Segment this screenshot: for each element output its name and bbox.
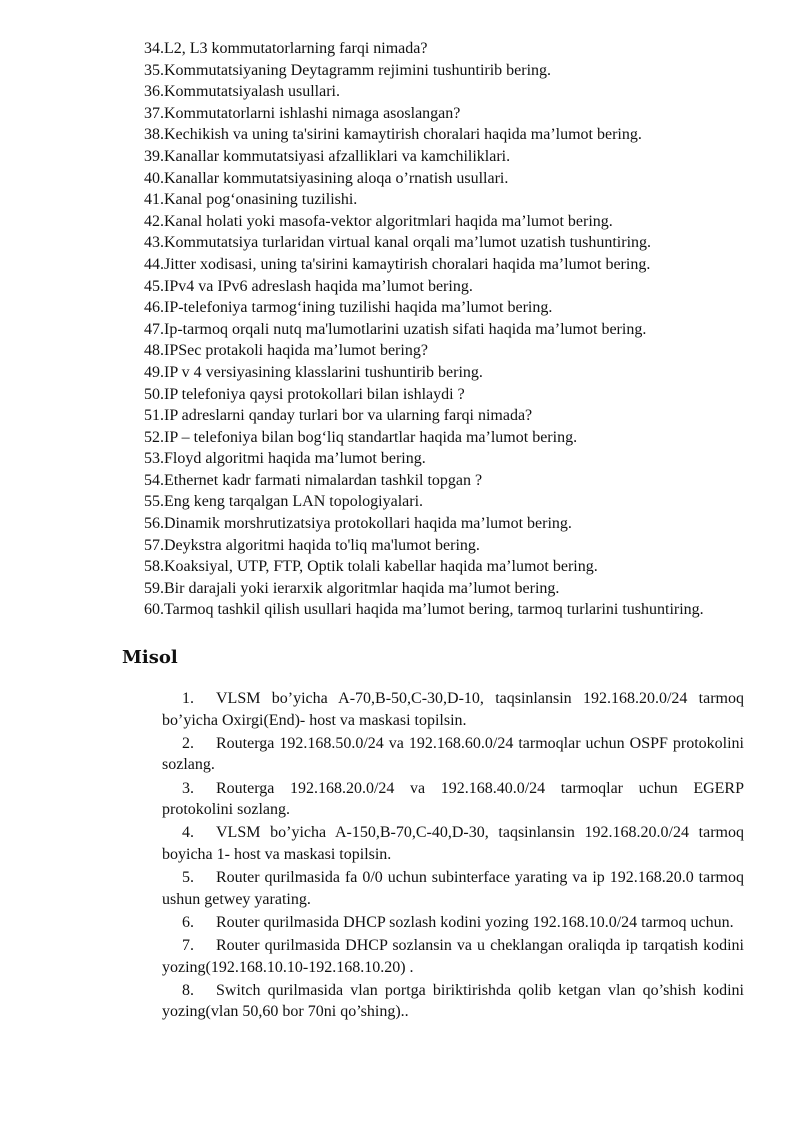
item-number: 56. bbox=[144, 515, 164, 533]
list-item bbox=[144, 362, 764, 384]
item-text: Kanallar kommutatsiyasining aloqa o’rnatish usullari. bbox=[164, 169, 509, 187]
item-number: 39. bbox=[144, 147, 164, 165]
item-number: 35. bbox=[144, 61, 164, 79]
item-text: IP – telefoniya bilan bog‘liq standartlar haqida ma’lumot bering. bbox=[164, 428, 578, 446]
item-text: Bir darajali yoki ierarxik algoritmlar haqida ma’lumot bering. bbox=[164, 579, 560, 597]
item-number: 57. bbox=[144, 536, 164, 554]
list-item bbox=[144, 513, 764, 535]
item-number: 46. bbox=[144, 299, 164, 317]
list-item bbox=[144, 578, 764, 600]
item-number: 41. bbox=[144, 191, 164, 209]
list-item bbox=[144, 189, 764, 211]
task-item bbox=[162, 935, 744, 978]
item-text: Ip-tarmoq orqali nutq ma'lumotlarini uzatish sifati haqida ma’lumot bering. bbox=[164, 320, 647, 338]
item-text: Dinamik morshrutizatsiya protokollari haqida ma’lumot bering. bbox=[164, 515, 572, 533]
list-item bbox=[144, 599, 764, 621]
task-item bbox=[162, 822, 744, 865]
task-item bbox=[162, 688, 744, 731]
item-text: IP telefoniya qaysi protokollari bilan ishlaydi ? bbox=[164, 385, 465, 403]
task-number: 1. bbox=[182, 690, 194, 707]
list-item bbox=[144, 405, 764, 427]
list-item bbox=[144, 384, 764, 406]
item-number: 44. bbox=[144, 255, 164, 273]
item-text: Kanallar kommutatsiyasi afzalliklari va kamchiliklari. bbox=[164, 147, 511, 165]
item-number: 47. bbox=[144, 320, 164, 338]
list-item bbox=[144, 448, 764, 470]
task-text: Router qurilmasida DHCP sozlash kodini yozing 192.168.10.0/24 tarmoq uchun. bbox=[216, 913, 734, 931]
item-text: Eng keng tarqalgan LAN topologiyalari. bbox=[164, 493, 424, 511]
task-text: VLSM bo’yicha A-70,B-50,C-30,D-10, taqsinlansin 192.168.20.0/24 tarmoq bo’yicha Oxirgi(End)- host va maskasi topilsin. bbox=[162, 690, 744, 729]
item-text: Ethernet kadr farmati nimalardan tashkil topgan ? bbox=[164, 471, 483, 489]
list-item bbox=[144, 168, 764, 190]
item-number: 34. bbox=[144, 40, 164, 57]
item-number: 58. bbox=[144, 558, 164, 576]
item-text: Kanal pog‘onasining tuzilishi. bbox=[164, 191, 358, 209]
item-text: Kommutatsiyalash usullari. bbox=[164, 83, 340, 101]
list-item bbox=[144, 297, 764, 319]
item-text: IPSec protakoli haqida ma’lumot bering? bbox=[164, 342, 428, 360]
item-number: 55. bbox=[144, 493, 164, 511]
item-text: Koaksiyal, UTP, FTP, Optik tolali kabellar haqida ma’lumot bering. bbox=[164, 558, 598, 576]
list-item bbox=[144, 427, 764, 449]
item-text: Jitter xodisasi, uning ta'sirini kamaytirish choralari haqida ma’lumot bering. bbox=[164, 255, 651, 273]
item-number: 36. bbox=[144, 83, 164, 101]
task-text: Router qurilmasida DHCP sozlansin va u cheklangan oraliqda ip tarqatish kodini yozing(192.168.10.10-192.168.10.20) . bbox=[162, 937, 744, 976]
item-text: Floyd algoritmi haqida ma’lumot bering. bbox=[164, 450, 426, 468]
task-item bbox=[162, 733, 744, 776]
list-item bbox=[144, 38, 764, 60]
task-list bbox=[162, 688, 744, 1025]
list-item bbox=[144, 535, 764, 557]
section-heading: Misol bbox=[122, 647, 178, 668]
task-number: 2. bbox=[182, 734, 194, 752]
task-number: 4. bbox=[182, 824, 194, 842]
item-text: Tarmoq tashkil qilish usullari haqida ma’lumot bering, tarmoq turlarini tushuntiring. bbox=[164, 601, 704, 619]
list-item bbox=[144, 103, 764, 125]
task-number: 5. bbox=[182, 869, 194, 887]
item-text: Kanal holati yoki masofa-vektor algoritmlari haqida ma’lumot bering. bbox=[164, 212, 613, 230]
item-text: IP v 4 versiyasining klasslarini tushuntirib bering. bbox=[164, 363, 483, 381]
task-text: Switch qurilmasida vlan portga biriktirishda qolib ketgan vlan qo’shish kodini yozing(vlan 50,60 bor 70ni qo’shing).. bbox=[162, 981, 744, 1021]
item-text: Kommutatsiya turlaridan virtual kanal orqali ma’lumot uzatish tushuntiring. bbox=[164, 234, 652, 252]
item-text: IPv4 va IPv6 adreslash haqida ma’lumot bering. bbox=[164, 277, 473, 295]
item-number: 54. bbox=[144, 471, 164, 489]
task-item bbox=[162, 912, 744, 934]
item-text: IP-telefoniya tarmog‘ining tuzilishi haqida ma’lumot bering. bbox=[164, 299, 553, 317]
list-item bbox=[144, 232, 764, 254]
task-number: 8. bbox=[182, 981, 194, 999]
item-number: 38. bbox=[144, 126, 164, 144]
item-number: 60. bbox=[144, 601, 164, 619]
list-item bbox=[144, 146, 764, 168]
item-text: Kommutatsiyaning Deytagramm rejimini tushuntirib bering. bbox=[164, 61, 552, 79]
list-item bbox=[144, 124, 764, 146]
list-item bbox=[144, 556, 764, 578]
item-number: 45. bbox=[144, 277, 164, 295]
list-item bbox=[144, 81, 764, 103]
question-list bbox=[144, 38, 764, 621]
item-number: 43. bbox=[144, 234, 164, 252]
list-item bbox=[144, 319, 764, 341]
list-item bbox=[144, 491, 764, 513]
item-number: 53. bbox=[144, 450, 164, 468]
task-number: 7. bbox=[182, 937, 194, 955]
item-number: 50. bbox=[144, 385, 164, 403]
item-number: 49. bbox=[144, 363, 164, 381]
task-text: Routerga 192.168.20.0/24 va 192.168.40.0/24 tarmoqlar uchun EGERP protokolini sozlang. bbox=[162, 779, 744, 819]
task-text: Router qurilmasida fa 0/0 uchun subinterface yarating va ip 192.168.20.0 tarmoq ushun getwey yarating. bbox=[162, 869, 744, 908]
item-number: 40. bbox=[144, 169, 164, 187]
item-text: Kommutatorlarni ishlashi nimaga asoslangan? bbox=[164, 104, 461, 122]
item-number: 52. bbox=[144, 428, 164, 446]
task-number: 3. bbox=[182, 779, 194, 797]
list-item bbox=[144, 60, 764, 82]
item-number: 59. bbox=[144, 579, 164, 597]
task-text: VLSM bo’yicha A-150,B-70,C-40,D-30, taqsinlansin 192.168.20.0/24 tarmoq boyicha 1- host va maskasi topilsin. bbox=[162, 824, 744, 863]
item-number: 37. bbox=[144, 104, 164, 122]
item-text: Kechikish va uning ta'sirini kamaytirish choralari haqida ma’lumot bering. bbox=[164, 126, 642, 144]
task-item bbox=[162, 867, 744, 910]
item-number: 48. bbox=[144, 342, 164, 360]
task-text: Routerga 192.168.50.0/24 va 192.168.60.0/24 tarmoqlar uchun OSPF protokolini sozlang. bbox=[162, 734, 744, 774]
list-item bbox=[144, 211, 764, 233]
list-item bbox=[144, 340, 764, 362]
task-number: 6. bbox=[182, 913, 194, 931]
list-item bbox=[144, 470, 764, 492]
task-item bbox=[162, 778, 744, 821]
item-number: 51. bbox=[144, 407, 164, 425]
item-text: L2, L3 kommutatorlarning farqi nimada? bbox=[164, 40, 428, 57]
item-number: 42. bbox=[144, 212, 164, 230]
list-item bbox=[144, 254, 764, 276]
item-text: Deykstra algoritmi haqida to'liq ma'lumot bering. bbox=[164, 536, 480, 554]
task-item bbox=[162, 980, 744, 1023]
item-text: IP adreslarni qanday turlari bor va ularning farqi nimada? bbox=[164, 407, 533, 425]
list-item bbox=[144, 276, 764, 298]
